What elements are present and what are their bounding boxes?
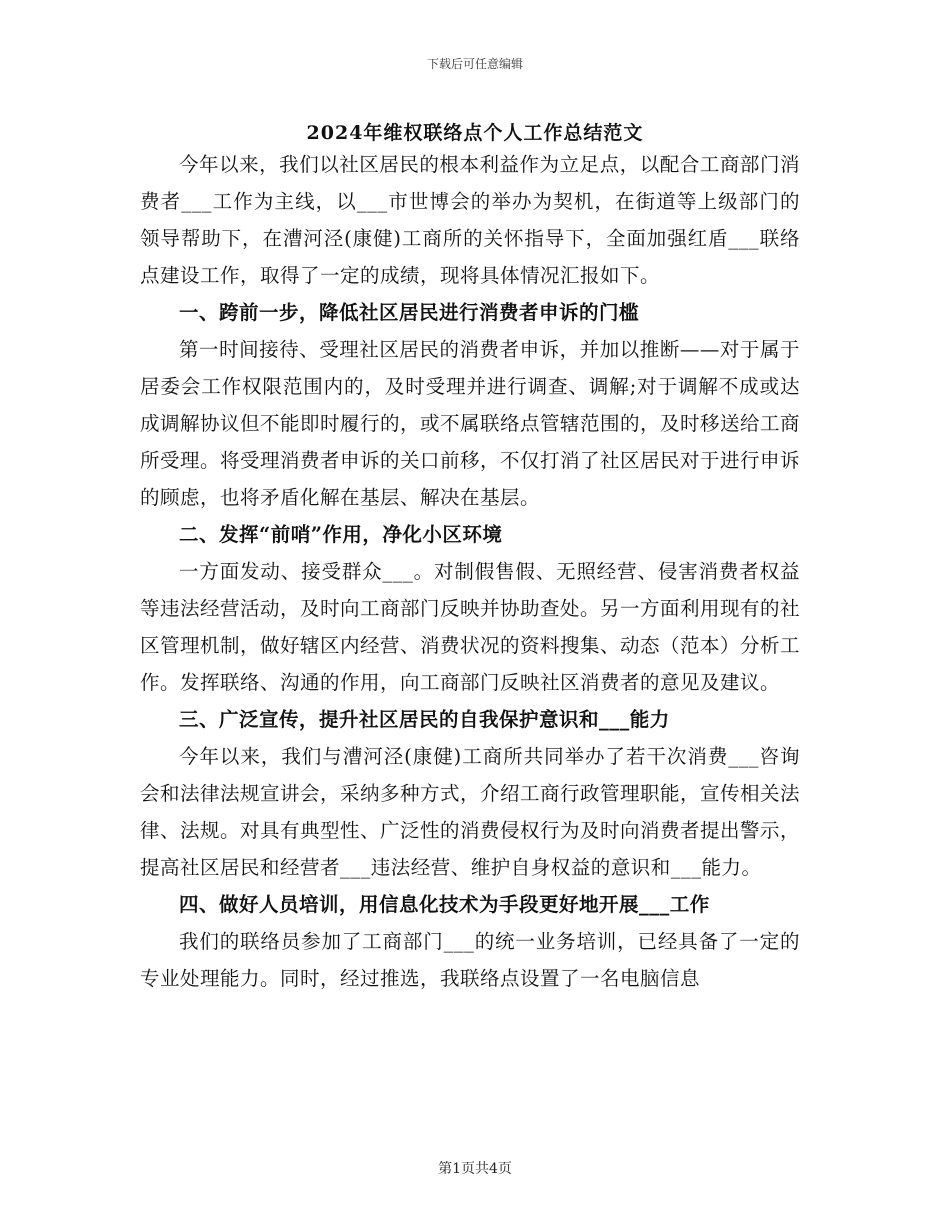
- paragraph-intro: 今年以来，我们以社区居民的根本利益作为立足点，以配合工商部门消费者___工作为主线，以___市世博会的举办为契机，在街道等上级部门的领导帮助下，在漕河泾(康健)工商所的关怀指导下，全面加强红盾___联络点建设工作，取得了一定的成绩，现将具体情况汇报如下。: [140, 153, 800, 287]
- paragraph-section-1: 第一时间接待、受理社区居民的消费者申诉，并加以推断——对于属于居委会工作权限范围内的，及时受理并进行调查、调解;对于调解不成或达成调解协议但不能即时履行的，或不属联络点管辖范围的，及时移送给工商所受理。将受理消费者申诉的关口前移，不仅打消了社区居民对于进行申诉的顾虑，也将矛盾化解在基层、解决在基层。: [140, 338, 801, 509]
- paragraph-section-4: 我们的联络员参加了工商部门___的统一业务培训，已经具备了一定的专业处理能力。同时，经过推选，我联络点设置了一名电脑信息: [140, 930, 800, 990]
- header-note: 下载后可任意编辑: [426, 57, 523, 71]
- section-heading-3: 三、广泛宣传，提升社区居民的自我保护意识和___能力: [179, 708, 670, 731]
- document-body: [140, 146, 800, 997]
- paragraph-section-2: 一方面发动、接受群众___。对制假售假、无照经营、侵害消费者权益等违法经营活动，及时向工商部门反映并协助查处。另一方面利用现有的社区管理机制，做好辖区内经营、消费状况的资料搜集、动态（范本）分析工作。发挥联络、沟通的作用，向工商部门反映社区消费者的意见及建议。: [140, 560, 801, 694]
- page-footer: 第1页共4页: [438, 1161, 512, 1177]
- section-heading-4: 四、做好人员培训，用信息化技术为手段更好地开展___工作: [179, 893, 710, 916]
- section-heading-2: 二、发挥“前哨”作用，净化小区环境: [179, 523, 503, 546]
- paragraph-section-3: 今年以来，我们与漕河泾(康健)工商所共同举办了若干次消费___咨询会和法律法规宣讲会，采纳多种方式，介绍工商行政管理职能，宣传相关法律、法规。对具有典型性、广泛性的消费侵权行为及时向消费者提出警示，提高社区居民和经营者___违法经营、维护自身权益的意识和___能力。: [140, 745, 801, 879]
- document-title: 2024年维权联络点个人工作总结范文: [306, 122, 644, 144]
- section-heading-1: 一、跨前一步，降低社区居民进行消费者申诉的门槛: [179, 301, 640, 324]
